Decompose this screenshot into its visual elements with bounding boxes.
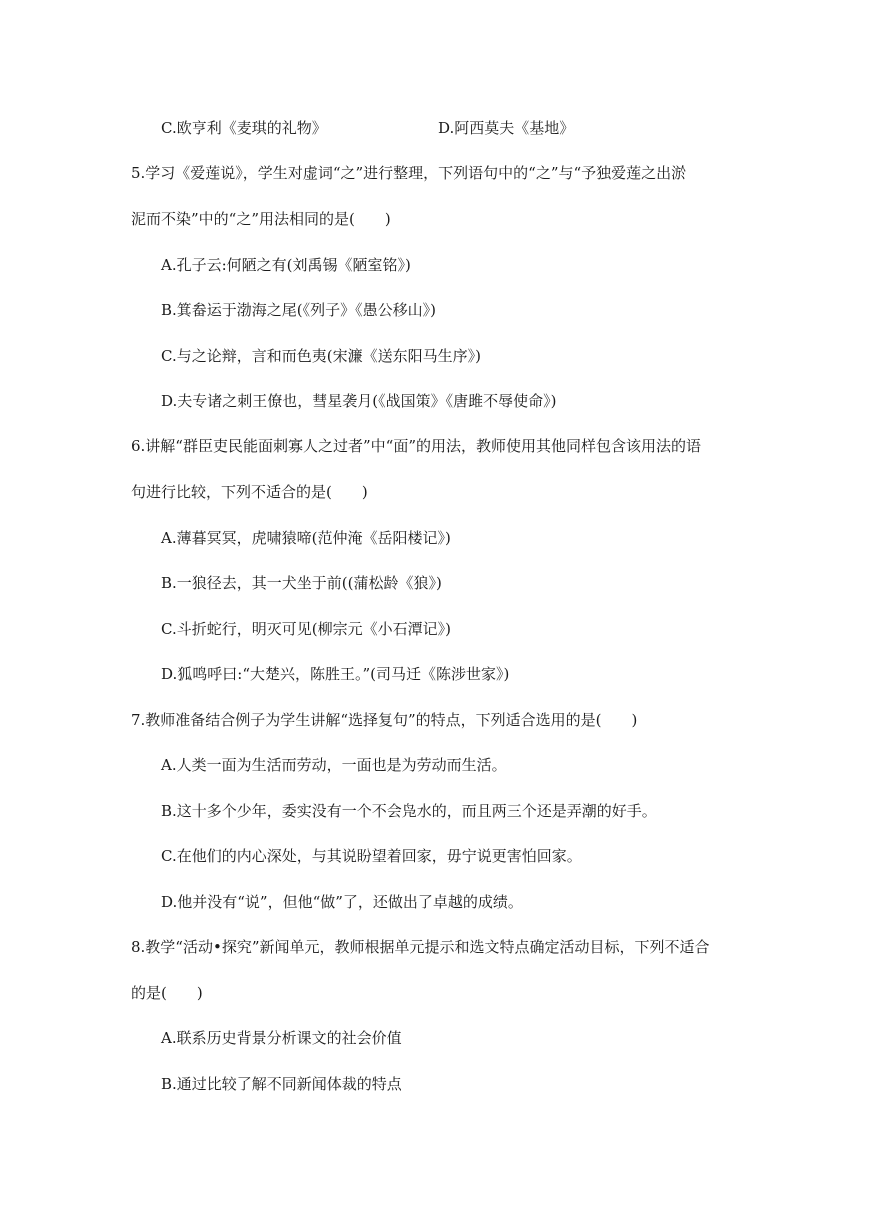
question-8-option-a: A.联系历史背景分析课文的社会价值	[161, 1029, 402, 1047]
option-c: C.欧亨利《麦琪的礼物》	[161, 119, 327, 137]
question-5-stem-line2: 泥而不染”中的“之”用法相同的是( )	[131, 210, 391, 228]
question-8-option-b: B.通过比较了解不同新闻体裁的特点	[161, 1075, 402, 1093]
question-6-option-a: A.薄暮冥冥，虎啸猿啼(范仲淹《岳阳楼记》)	[161, 529, 451, 547]
question-5-option-c: C.与之论辩，言和而色夷(宋濂《送东阳马生序》)	[161, 347, 481, 365]
question-7-option-c: C.在他们的内心深处，与其说盼望着回家，毋宁说更害怕回家。	[161, 847, 582, 865]
question-7-stem: 7.教师准备结合例子为学生讲解“选择复句”的特点，下列适合选用的是( )	[131, 711, 638, 729]
question-6-option-d: D.狐鸣呼曰:“大楚兴，陈胜王。”(司马迁《陈涉世家》)	[161, 665, 510, 683]
question-6-stem-line1: 6.讲解“群臣吏民能面刺寡人之过者”中“面”的用法，教师使用其他同样包含该用法的语	[131, 437, 701, 455]
question-7-option-b: B.这十多个少年，委实没有一个不会凫水的，而且两三个还是弄潮的好手。	[161, 802, 657, 820]
question-7-option-a: A.人类一面为生活而劳动，一面也是为劳动而生活。	[161, 756, 507, 774]
question-5-stem-line1: 5.学习《爱莲说》，学生对虚词“之”进行整理，下列语句中的“之”与“予独爱莲之出淤	[131, 164, 687, 182]
question-6-option-b: B.一狼径去，其一犬坐于前((蒲松龄《狼》)	[161, 574, 442, 592]
question-8-stem-line2: 的是( )	[131, 984, 203, 1002]
question-5-option-b: B.箕畚运于渤海之尾(《列子》《愚公移山》)	[161, 301, 436, 319]
option-d: D.阿西莫夫《基地》	[438, 119, 575, 137]
question-6-stem-line2: 句进行比较，下列不适合的是( )	[131, 483, 368, 501]
question-8-stem-line1: 8.教学“活动•探究”新闻单元，教师根据单元提示和选文特点确定活动目标，下列不适合	[131, 938, 710, 956]
question-7-option-d: D.他并没有“说”，但他“做”了，还做出了卓越的成绩。	[161, 893, 523, 911]
question-5-option-d: D.夫专诸之刺王僚也，彗星袭月(《战国策》《唐雎不辱使命》)	[161, 392, 557, 410]
question-6-option-c: C.斗折蛇行，明灭可见(柳宗元《小石潭记》)	[161, 620, 451, 638]
question-5-option-a: A.孔子云:何陋之有(刘禹锡《陋室铭》)	[161, 256, 411, 274]
